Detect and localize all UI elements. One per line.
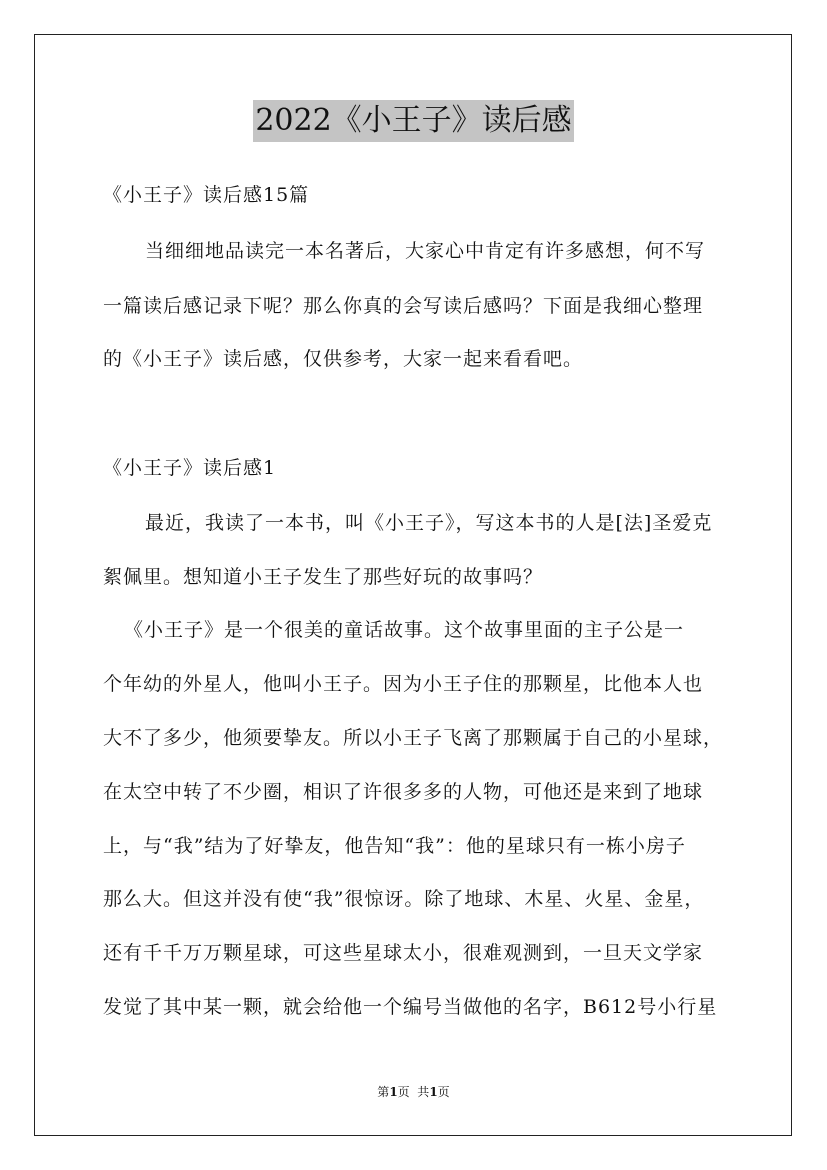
footer-middle: 页 共	[397, 1085, 430, 1099]
section-heading: 《小王子》读后感1	[103, 457, 277, 479]
page-total: 1	[429, 1085, 438, 1099]
document-title: 2022《小王子》读后感	[253, 100, 573, 142]
paragraph-line: 当细细地品读完一本名著后，大家心中肯定有许多感想，何不写	[145, 240, 706, 262]
footer-suffix: 页	[437, 1085, 450, 1099]
paragraph-line: 《小王子》是一个很美的童话故事。这个故事里面的主子公是一	[124, 619, 685, 641]
paragraph-line: 大不了多少，他须要挚友。所以小王子飞离了那颗属于自己的小星球，	[103, 727, 724, 749]
paragraph-line: 的《小王子》读后感，仅供参考，大家一起来看看吧。	[103, 348, 584, 370]
subtitle-line: 《小王子》读后感15篇	[103, 184, 310, 206]
footer-prefix: 第	[377, 1085, 390, 1099]
paragraph-line: 个年幼的外星人，他叫小王子。因为小王子住的那颗星，比他本人也	[103, 673, 704, 695]
paragraph-line: 还有千千万万颗星球，可这些星球太小，很难观测到，一旦天文学家	[103, 942, 704, 964]
paragraph-line: 发觉了其中某一颗，就会给他一个编号当做他的名字，B612号小行星	[103, 996, 718, 1018]
paragraph-line: 在太空中转了不少圈，相识了许很多多的人物，可他还是来到了地球	[103, 781, 704, 803]
title-wrap	[0, 100, 827, 142]
paragraph-line: 上，与“我”结为了好挚友，他告知“我”：他的星球只有一栋小房子	[103, 835, 686, 857]
page-footer	[0, 1083, 827, 1100]
paragraph-line: 絮佩里。想知道小王子发生了那些好玩的故事吗？	[103, 566, 544, 588]
paragraph-line: 那么大。但这并没有使“我”很惊讶。除了地球、木星、火星、金星，	[103, 888, 705, 910]
paragraph-line: 最近，我读了一本书，叫《小王子》，写这本书的人是[法]圣爱克	[145, 512, 713, 534]
page-number: 1	[389, 1085, 398, 1099]
paragraph-line: 一篇读后感记录下呢？那么你真的会写读后感吗？下面是我细心整理	[103, 295, 704, 317]
